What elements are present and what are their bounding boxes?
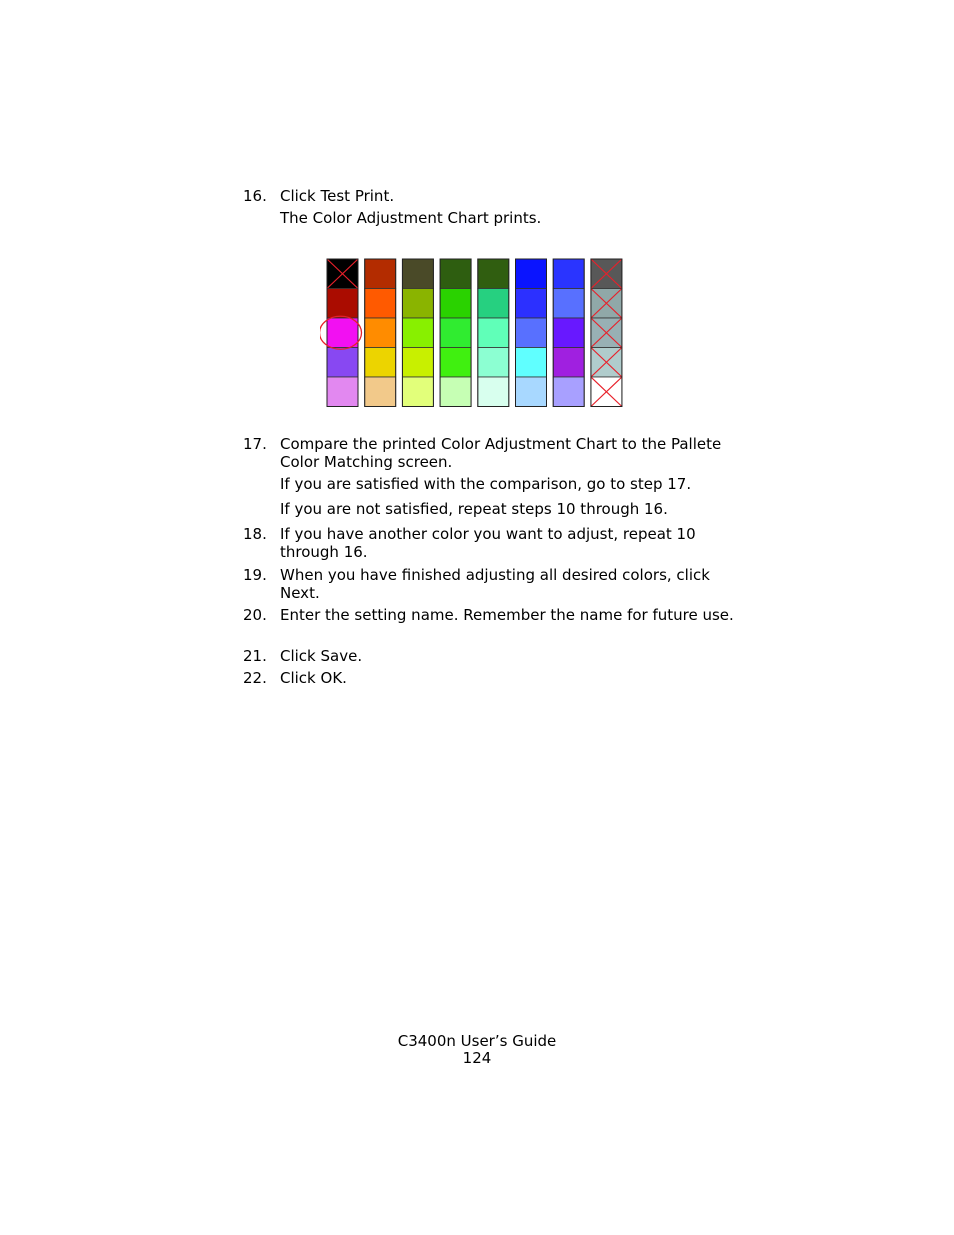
color-swatch	[478, 259, 509, 289]
color-swatch	[365, 377, 396, 407]
color-swatch	[440, 377, 471, 407]
step-text: If you have another color you want to adjust, repeat 10 through 16.	[280, 525, 696, 561]
color-swatch	[478, 318, 509, 348]
color-swatch	[516, 377, 547, 407]
color-swatch	[327, 348, 358, 378]
color-swatch	[402, 289, 433, 319]
footer-guide-title: C3400n User’s Guide	[397, 1032, 557, 1050]
step-number: 17.	[243, 435, 267, 453]
color-swatch	[553, 348, 584, 378]
color-swatch	[402, 318, 433, 348]
color-swatch	[440, 259, 471, 289]
step-text: Click OK.	[280, 669, 347, 687]
step-number: 20.	[243, 606, 267, 624]
step-number: 22.	[243, 669, 267, 687]
color-swatch	[478, 348, 509, 378]
color-swatch	[327, 289, 358, 319]
color-swatch	[402, 259, 433, 289]
color-adjustment-chart	[320, 256, 630, 410]
color-swatch	[440, 318, 471, 348]
step-number: 18.	[243, 525, 267, 543]
color-swatch	[365, 259, 396, 289]
color-swatch	[440, 289, 471, 319]
color-swatch	[440, 348, 471, 378]
color-swatch	[516, 289, 547, 319]
step-text: Click Save.	[280, 647, 363, 665]
step-text: When you have finished adjusting all desired colors, click Next.	[280, 566, 710, 602]
step-16-note: The Color Adjustment Chart prints.	[280, 209, 542, 227]
step-number: 19.	[243, 566, 267, 584]
color-swatch	[402, 377, 433, 407]
footer-page-number: 124	[462, 1049, 492, 1067]
color-swatch	[365, 289, 396, 319]
color-swatch	[478, 377, 509, 407]
color-swatch	[553, 289, 584, 319]
step-text: Compare the printed Color Adjustment Chart to the Pallete Color Matching screen.	[280, 435, 722, 471]
color-swatch	[516, 318, 547, 348]
step-17-note-satisfied: If you are satisfied with the comparison, go to step 17.	[280, 475, 692, 493]
color-swatch	[553, 377, 584, 407]
step-text: Click Test Print.	[280, 187, 395, 205]
color-swatch	[402, 348, 433, 378]
color-swatch	[478, 289, 509, 319]
color-swatch	[327, 377, 358, 407]
step-number: 21.	[243, 647, 267, 665]
step-number: 16.	[243, 187, 267, 205]
color-swatch	[365, 348, 396, 378]
step-17-note-not-satisfied: If you are not satisfied, repeat steps 10 through 16.	[280, 500, 668, 518]
step-text: Enter the setting name. Remember the name for future use.	[280, 606, 734, 624]
color-swatch	[553, 259, 584, 289]
color-swatch	[516, 259, 547, 289]
color-swatch	[553, 318, 584, 348]
color-swatch	[516, 348, 547, 378]
color-swatch	[327, 318, 358, 348]
color-swatch	[365, 318, 396, 348]
